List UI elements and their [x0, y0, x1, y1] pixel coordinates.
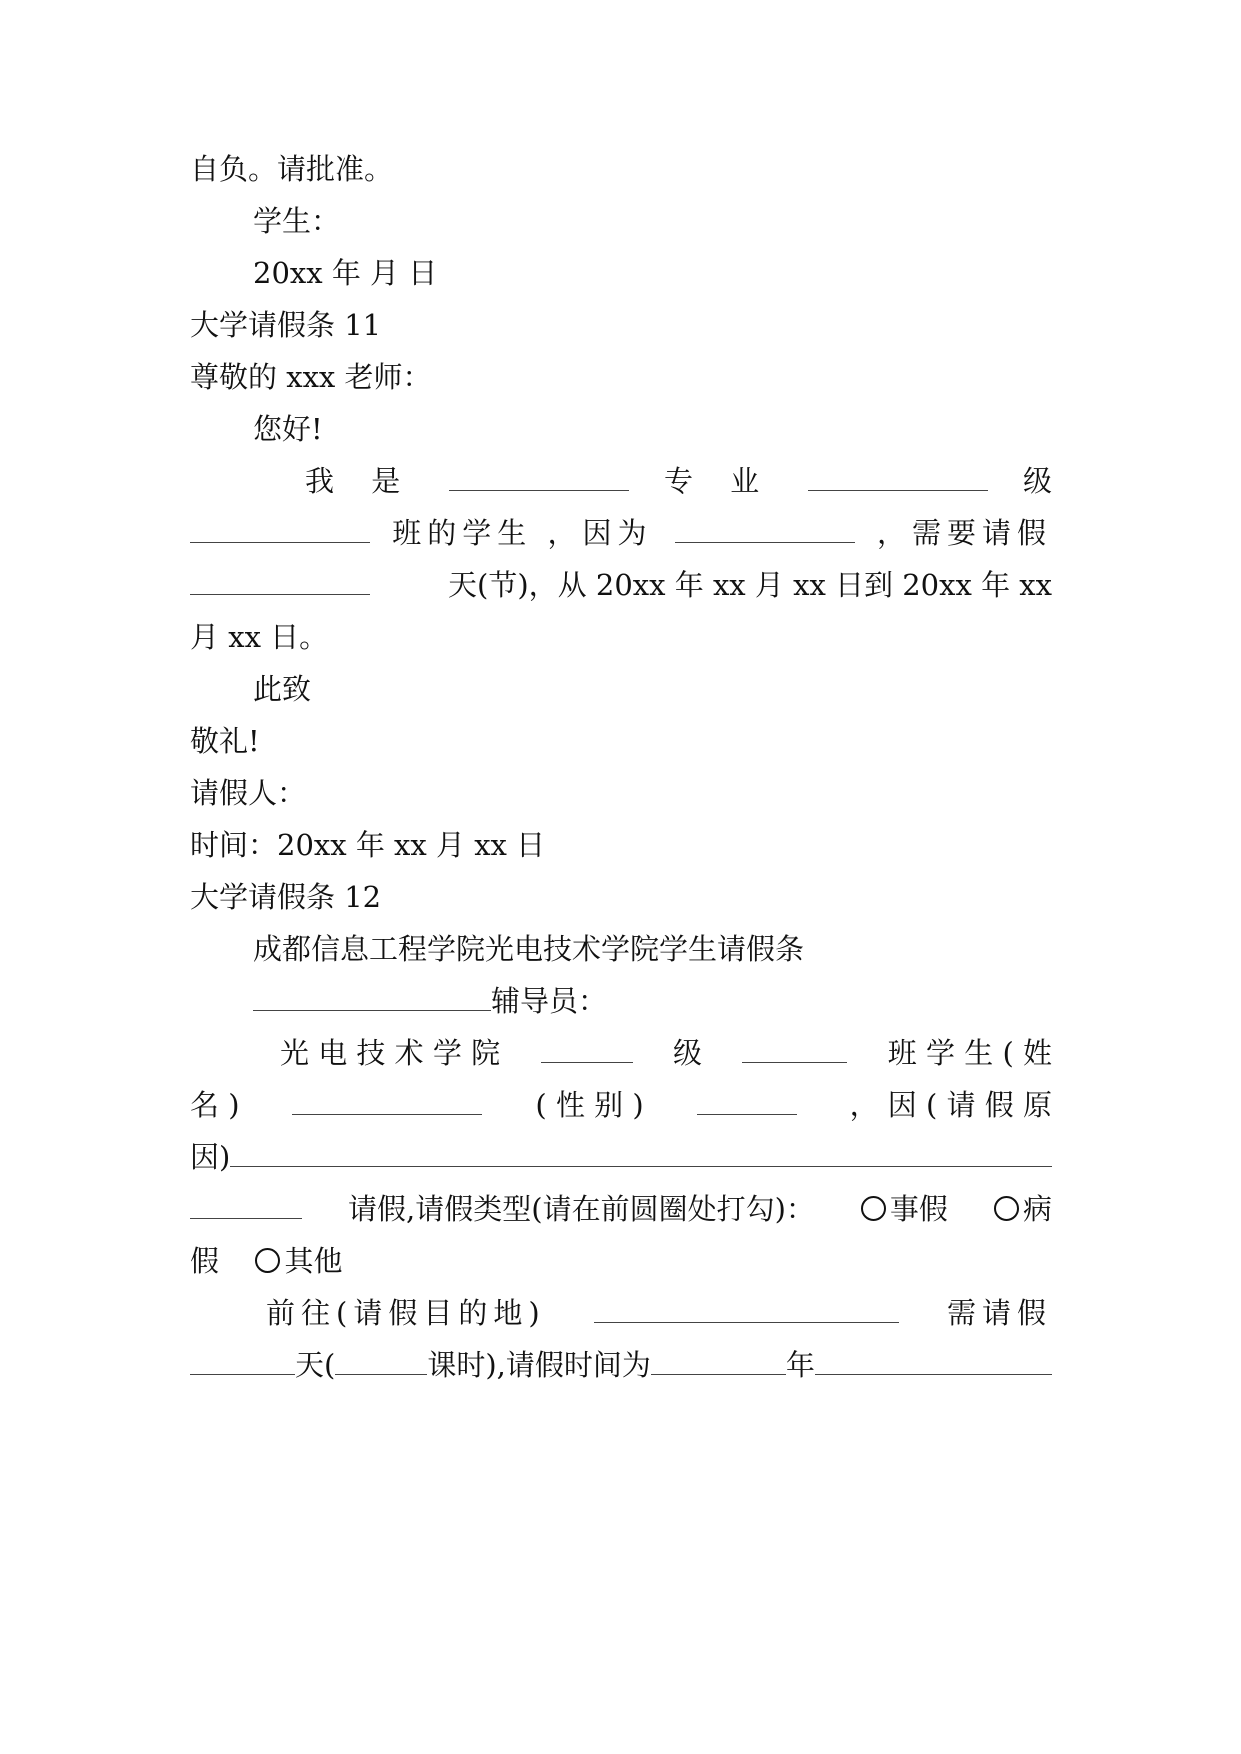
option-personal-leave[interactable]: [861, 1189, 948, 1229]
blank-class-hours: [335, 1346, 427, 1375]
text-need-leave: ，需要请假: [876, 516, 1052, 550]
text-grade: 级: [1022, 464, 1052, 498]
text-class-name: 班 学 生 ( 姓: [887, 1036, 1052, 1070]
blank-class-2: [742, 1034, 847, 1063]
line-leave-type: [190, 1189, 1052, 1229]
blank-month: [815, 1346, 1052, 1375]
circle-checkbox-icon[interactable]: [861, 1196, 886, 1221]
text-hours-time: 课时),请假时间为: [427, 1348, 651, 1382]
line-jingli: 敬礼!: [190, 724, 260, 758]
blank-class: [190, 514, 370, 543]
greeting: 您好!: [253, 412, 323, 446]
blank-gender: [697, 1086, 797, 1115]
blank-name: [292, 1086, 482, 1115]
text-name: 名 ): [190, 1088, 240, 1122]
line-days-range: [190, 565, 1052, 605]
line-closing-request: 自负。请批准。: [190, 152, 394, 186]
line-cizhi: 此致: [253, 672, 312, 706]
text-need-leave-2: 需请假: [946, 1296, 1052, 1330]
line-name-gender-reason: [190, 1085, 1052, 1125]
label-sick-leave-part1: 病: [1022, 1192, 1052, 1226]
line-student-signature: 学生：: [253, 204, 341, 238]
text-leave-type: 请假,请假类型(请在前圆圈处打勾)：: [348, 1192, 815, 1226]
line-applicant: 请假人：: [190, 776, 307, 810]
blank-major: [449, 462, 629, 491]
blank-days-2: [190, 1346, 295, 1375]
text-class-reason: 班的学生 ，因为: [392, 516, 653, 550]
line-time: 时间：20xx 年 xx 月 xx 日: [190, 828, 546, 862]
blank-grade: [808, 462, 988, 491]
text-major: 专 业: [663, 464, 774, 498]
line-leave-type-cont: [190, 1241, 1052, 1281]
section-title-12: 大学请假条 12: [190, 880, 382, 914]
circle-checkbox-icon[interactable]: [255, 1248, 280, 1273]
line-end-date: 月 xx 日。: [190, 620, 329, 654]
form-title: 成都信息工程学院光电技术学院学生请假条: [253, 932, 805, 966]
text-destination: 前往(请假目的地): [266, 1296, 546, 1330]
line-class-reason: [190, 513, 1052, 553]
text-year: 年: [785, 1348, 815, 1382]
line-counselor: [253, 981, 1052, 1021]
line-leave-duration: [190, 1345, 1052, 1385]
text-college: 光 电 技 术 学 院: [280, 1036, 501, 1070]
section-title-11: 大学请假条 11: [190, 308, 382, 342]
label-other: 其他: [284, 1244, 343, 1278]
text-grade-2: 级: [672, 1036, 702, 1070]
text-reason-label: ， 因 ( 请 假 原: [849, 1088, 1052, 1122]
text-counselor: 辅导员：: [491, 984, 608, 1018]
option-sick-leave[interactable]: [994, 1189, 1052, 1229]
label-sick-leave-part2: 假: [190, 1244, 220, 1278]
text-gender: ( 性 别 ): [535, 1088, 644, 1122]
circle-checkbox-icon[interactable]: [994, 1196, 1019, 1221]
blank-year: [651, 1346, 786, 1375]
line-destination: [266, 1293, 1052, 1333]
blank-destination: [594, 1294, 899, 1323]
salutation: 尊敬的 xxx 老师：: [190, 360, 432, 394]
line-date: 20xx 年 月 日: [253, 256, 438, 290]
text-days-range: 天(节)，从 20xx 年 xx 月 xx 日到 20xx 年 xx: [448, 568, 1052, 602]
blank-counselor-name: [253, 982, 491, 1011]
blank-grade-2: [541, 1034, 633, 1063]
line-college-grade-class: [280, 1033, 1052, 1073]
blank-reason: [675, 514, 855, 543]
blank-reason-long: [230, 1138, 1052, 1167]
text-i-am: 我 是: [305, 464, 415, 498]
label-personal-leave: 事假: [889, 1192, 948, 1226]
line-reason-blank: [190, 1137, 1052, 1177]
blank-days: [190, 566, 370, 595]
line-major-grade: [305, 461, 1052, 501]
text-days-open: 天(: [295, 1348, 336, 1382]
text-yin: 因): [190, 1140, 231, 1174]
option-other[interactable]: [255, 1244, 342, 1278]
blank-reason-cont: [190, 1190, 302, 1219]
